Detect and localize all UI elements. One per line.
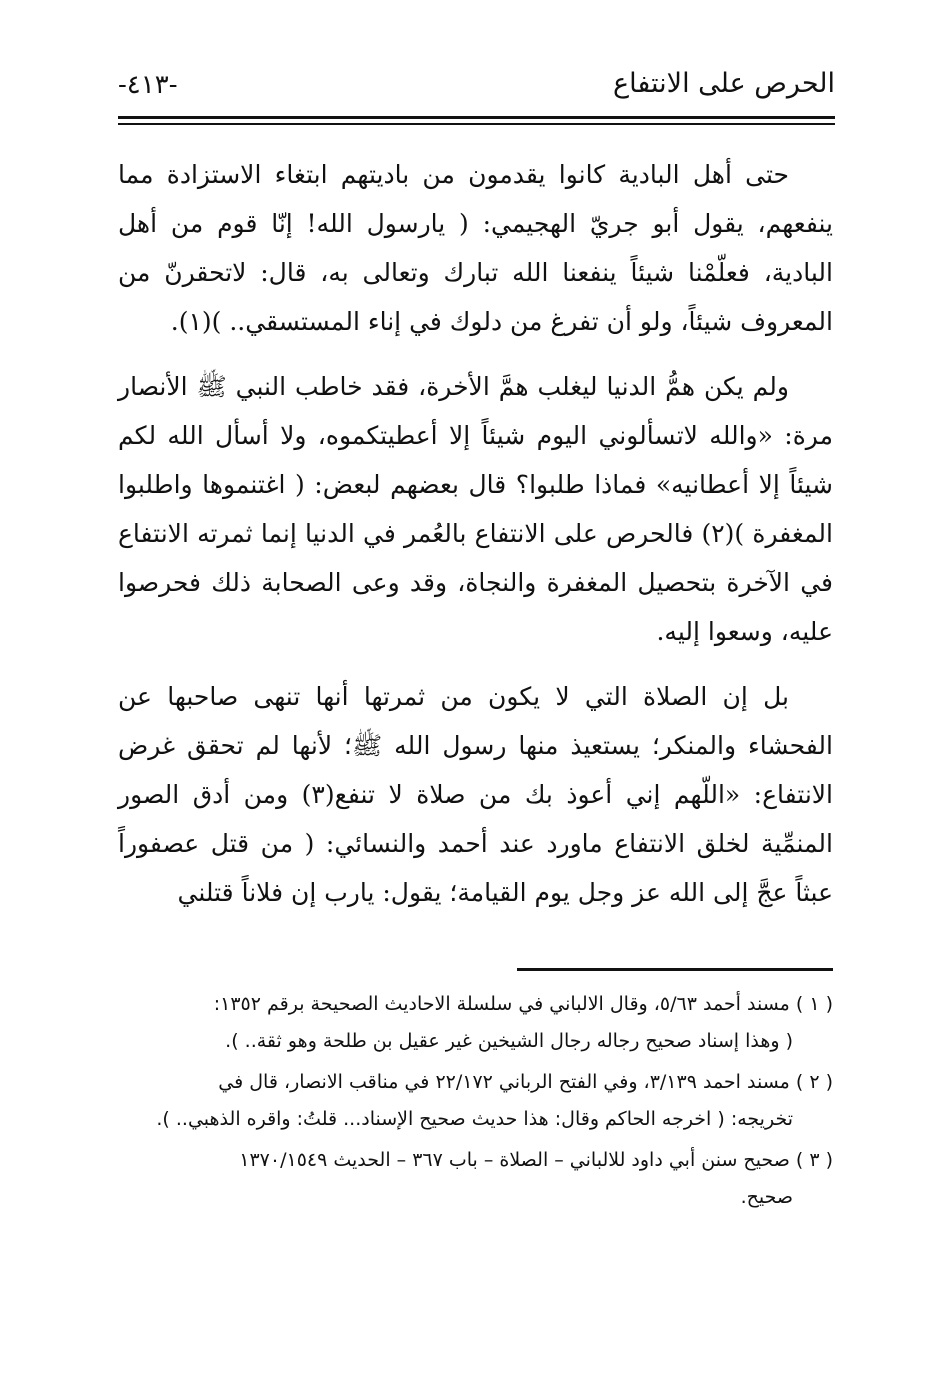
footnote-separator xyxy=(517,968,833,971)
footnote-1-continuation: ( وهذا إسناد صحيح رجاله رجال الشيخين غير عقيل بن طلحة وهو ثقة.. ). xyxy=(225,1030,793,1052)
page-number: -٤١٣- xyxy=(118,70,178,100)
paragraph-3: بل إن الصلاة التي لا يكون من ثمرتها أنها تنهى صاحبها عن الفحشاء والمنكر؛ يستعيذ منها رسول الله ﷺ؛ لأنها لم تحقق غرض الانتفاع: «اللّهم إني أعوذ بك من صلاة لا تنفع(٣) ومن أدق الصور المنمِّية لخلق الانتفاع ماورد عند أحمد والنسائي: ( من قتل عصفوراً عبثاً عجَّ إلى الله عز وجل يوم القيامة؛ يقول: يارب إن فلاناً قتلني xyxy=(118,682,833,907)
header-rule-thin xyxy=(118,123,835,125)
footnote-1 xyxy=(118,986,833,1060)
footnote-3-text: ( ٣ ) صحيح سنن أبي داود للالباني – الصلاة – باب ٣٦٧ – الحديث ١٣٧٠/١٥٤٩ xyxy=(239,1149,833,1171)
paragraph-1: حتى أهل البادية كانوا يقدمون من باديتهم ابتغاء الاستزادة مما ينفعهم، يقول أبو جريّ الهجيمي: ( يارسول الله! إنّا قوم من أهل البادية، فعلّمْنا شيئاً ينفعنا الله تبارك وتعالى به، قال: لاتحقرنّ من المعروف شيئاً، ولو أن تفرغ من دلوك في إناء المستسقي.. )(١). xyxy=(118,160,833,336)
main-text xyxy=(118,150,833,933)
footnote-2 xyxy=(118,1064,833,1138)
page-header xyxy=(118,62,835,106)
running-title: الحرص على الانتفاع xyxy=(613,68,835,99)
paragraph-2: ولم يكن همُّ الدنيا ليغلب همَّ الأخرة، فقد خاطب النبي ﷺ الأنصار مرة: «والله لاتسألوني اليوم شيئاً إلا أعطيتكموه، ولا أسأل الله لكم شيئاً إلا أعطانيه» فماذا طلبوا؟ قال بعضهم لبعض: ( اغتنموها واطلبوا المغفرة )(٢) فالحرص على الانتفاع بالعُمر في الدنيا إنما ثمرته الانتفاع في الآخرة بتحصيل المغفرة والنجاة، وقد وعى الصحابة ذلك فحرصوا عليه، وسعوا إليه. xyxy=(118,372,833,646)
footnotes xyxy=(118,986,833,1220)
footnote-2-text: ( ٢ ) مسند احمد ٣/١٣٩، وفي الفتح الرباني ٢٢/١٧٢ في مناقب الانصار، قال في xyxy=(218,1071,833,1093)
footnote-3 xyxy=(118,1142,833,1216)
footnote-3-continuation: صحيح. xyxy=(740,1186,793,1208)
footnote-1-text: ( ١ ) مسند أحمد ٥/٦٣، وقال الالباني في سلسلة الاحاديث الصحيحة برقم ١٣٥٢: xyxy=(213,993,833,1015)
header-rule-thick xyxy=(118,116,835,119)
footnote-2-continuation: تخريجه: ( اخرجه الحاكم وقال: هذا حديث صحيح الإسناد... قلتُ: واقره الذهبي.. ). xyxy=(156,1108,793,1130)
